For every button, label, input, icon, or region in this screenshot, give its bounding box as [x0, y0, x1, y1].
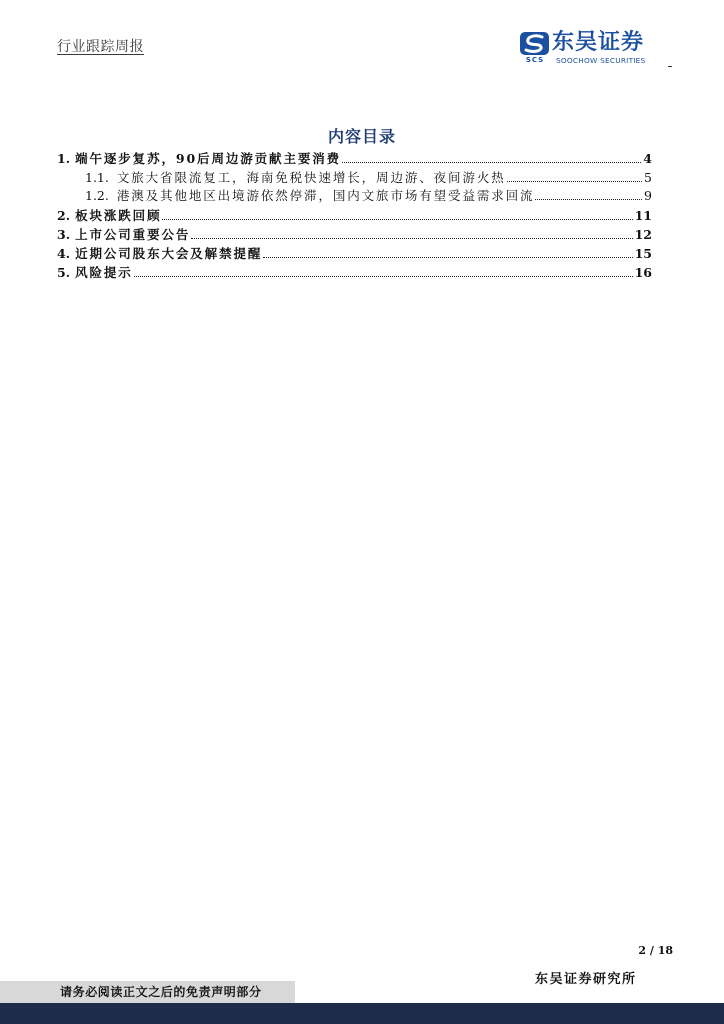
soochow-logo-icon: [520, 32, 549, 55]
toc-dot-leader: [191, 238, 632, 239]
disclaimer-text: 请务必阅读正文之后的免责声明部分: [60, 985, 262, 999]
toc-entry-title: 风险提示: [75, 265, 133, 280]
header-rule-mark: [668, 66, 672, 67]
toc-dot-leader: [342, 162, 641, 163]
toc-entry-page: 11: [634, 208, 652, 223]
toc-entry-title: 港澳及其他地区出境游依然停滞，国内文旅市场有望受益需求回流: [116, 188, 535, 203]
toc-entry-number: 1.: [57, 151, 71, 166]
company-logo: [520, 31, 668, 67]
footer-bar: [0, 1003, 724, 1024]
toc-entry-page: 12: [634, 227, 652, 242]
toc-dot-leader: [535, 199, 642, 200]
report-type-label: 行业跟踪周报: [57, 39, 144, 55]
toc-entry-title: 上市公司重要公告: [75, 227, 191, 242]
toc-entry-title: 近期公司股东大会及解禁提醒: [75, 246, 263, 261]
toc-entry-1-2[interactable]: [85, 188, 652, 204]
toc-entry-2[interactable]: [57, 208, 652, 224]
toc-entry-title: 板块涨跌回顾: [75, 208, 162, 223]
toc-dot-leader: [507, 181, 642, 182]
toc-entry-page: 9: [644, 188, 652, 203]
toc-entry-1[interactable]: [57, 151, 652, 167]
toc-entry-page: 15: [634, 246, 652, 261]
toc-dot-leader: [263, 257, 632, 258]
logo-name-en: SOOCHOW SECURITIES: [556, 56, 646, 65]
disclaimer-banner: [0, 981, 295, 1003]
toc-entry-page: 16: [634, 265, 652, 280]
toc-entry-1-1[interactable]: [85, 170, 652, 186]
toc-entry-number: 2.: [57, 208, 71, 223]
toc-entry-number: 3.: [57, 227, 71, 242]
toc-title: 内容目录: [327, 127, 396, 146]
institute-name: 东吴证券研究所: [535, 972, 637, 987]
toc-entry-number: 4.: [57, 246, 71, 261]
toc-entry-page: 4: [643, 151, 652, 166]
toc-entry-5[interactable]: [57, 265, 652, 281]
toc-dot-leader: [134, 276, 633, 277]
logo-icon-text: SCS: [525, 56, 545, 64]
toc-entry-4[interactable]: [57, 246, 652, 262]
toc-entry-number: 1.1.: [85, 170, 109, 185]
toc-entry-number: 5.: [57, 265, 71, 280]
toc-entry-title: 文旅大省限流复工，海南免税快速增长，周边游、夜间游火热: [116, 170, 506, 185]
toc-entry-3[interactable]: [57, 227, 652, 243]
page-number: 2 / 18: [638, 944, 673, 957]
toc-dot-leader: [162, 219, 632, 220]
toc-entry-page: 5: [644, 170, 652, 185]
toc-entry-title: 端午逐步复苏，90后周边游贡献主要消费: [75, 151, 342, 166]
logo-name-cn: 东吴证券: [552, 30, 645, 55]
toc-entry-number: 1.2.: [85, 188, 109, 203]
